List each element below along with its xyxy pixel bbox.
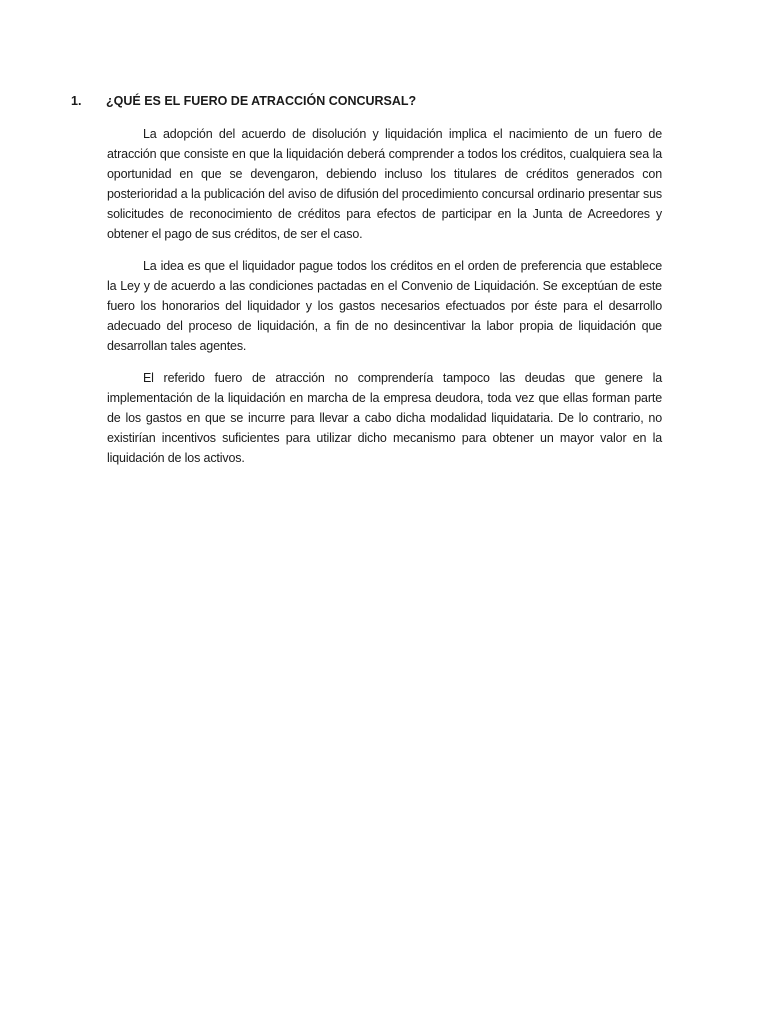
paragraph-3: El referido fuero de atracción no comprendería tampoco las deudas que genere la implementación de la liquidación en marcha de la empresa deudora, toda vez que ellas forman parte de los gastos en que se incurre para llevar a cabo dicha modalidad liquidataria. De lo contrario, no existirían incentivos suficientes para utilizar dicho mecanismo para obtener un mayor valor en la liquidación de los activos. [107, 371, 662, 465]
paragraph-2: La idea es que el liquidador pague todos los créditos en el orden de preferencia que establece la Ley y de acuerdo a las condiciones pactadas en el Convenio de Liquidación. Se exceptúan de este fuero los honorarios del liquidador y los gastos necesarios efectuados por éste para el desarrollo adecuado del proceso de liquidación, a fin de no desincentivar la labor propia de liquidación que desarrollan tales agentes. [107, 259, 662, 353]
section-body [107, 124, 662, 480]
section-title: ¿QUÉ ES EL FUERO DE ATRACCIÓN CONCURSAL? [106, 94, 417, 108]
section-heading [71, 92, 671, 110]
paragraph-1: La adopción del acuerdo de disolución y liquidación implica el nacimiento de un fuero de atracción que consiste en que la liquidación deberá comprender a todos los créditos, cualquiera sea la oportunidad en que se devengaron, debiendo incluso los titulares de créditos generados con posterioridad a la publicación del aviso de difusión del procedimiento concursal ordinario presentar sus solicitudes de reconocimiento de créditos para efectos de participar en la Junta de Acreedores y obtener el pago de sus créditos, de ser el caso. [107, 127, 662, 241]
section-number: 1. [71, 94, 82, 108]
